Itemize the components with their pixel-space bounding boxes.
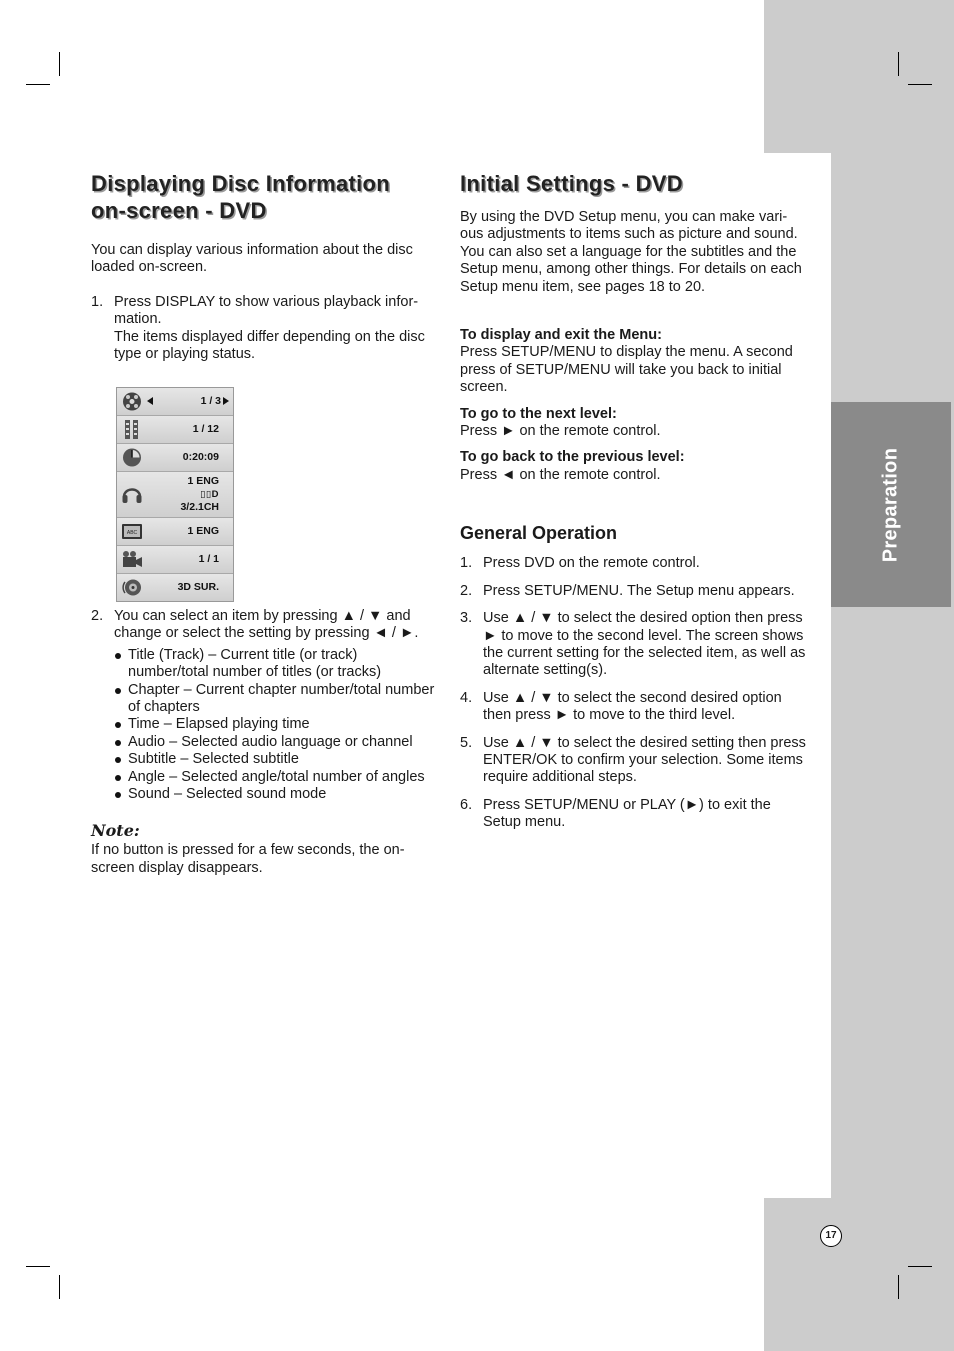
disc-info-title-line1: Displaying Disc Information — [91, 171, 391, 196]
osd-row-audio — [117, 472, 233, 518]
right-arrow-icon — [223, 397, 229, 405]
list-item: Chapter – Current chapter number/total number of chapters — [114, 682, 439, 717]
clock-icon — [121, 447, 143, 468]
crop-mark — [26, 84, 50, 85]
osd-subtitle-value: 1 ENG — [187, 525, 219, 537]
initial-settings-title: Initial Settings - DVD — [460, 171, 683, 196]
list-item: Title (Track) – Current title (or track) number/total number of titles (or tracks) — [114, 647, 439, 682]
next-level-heading: To go to the next level: — [460, 405, 617, 422]
display-exit-text: Press SETUP/MENU to display the menu. A second press of SETUP/MENU will take you back to initial screen. — [460, 344, 793, 396]
onscreen-display-illustration — [116, 387, 234, 602]
subtitle-icon — [121, 521, 143, 542]
disc-info-title — [91, 170, 439, 224]
crop-mark — [59, 1275, 60, 1299]
disc-info-steps-continued — [91, 608, 439, 803]
disc-info-steps — [91, 294, 439, 364]
list-item: Subtitle – Selected subtitle — [114, 751, 439, 768]
crop-mark — [898, 1275, 899, 1299]
list-item: Angle – Selected angle/total number of angles — [114, 769, 439, 786]
step-text: Press DVD on the remote control. — [483, 555, 700, 572]
general-step — [460, 690, 810, 725]
note-title: Note: — [91, 821, 140, 841]
left-arrow-icon — [147, 397, 153, 405]
crop-mark — [908, 1266, 932, 1267]
osd-angle-value: 1 / 1 — [198, 553, 219, 565]
general-step — [460, 735, 810, 787]
step-number: 2. — [91, 608, 104, 624]
side-margin-bottom — [764, 1198, 954, 1351]
general-step — [460, 797, 810, 832]
step-number: 1. — [91, 293, 104, 310]
crop-mark — [26, 1266, 50, 1267]
general-step — [460, 555, 810, 572]
crop-mark — [59, 52, 60, 76]
page-number: 17 — [820, 1225, 842, 1247]
disc-title-icon — [121, 391, 143, 412]
step-number: 3. — [460, 610, 473, 627]
prev-level-heading: To go back to the previous level: — [460, 449, 685, 466]
headphones-icon — [121, 483, 143, 504]
step-text: You can select an item by pressing ▲ / ▼ and change or select the setting by pressing ◄ / ►. — [114, 608, 419, 642]
dolby-digital-logo: ▯▯D — [200, 489, 219, 500]
step-number: 4. — [460, 689, 473, 706]
initial-settings-section — [460, 170, 810, 832]
prev-level-text: Press ◄ on the remote control. — [460, 466, 661, 483]
osd-row-chapter — [117, 416, 233, 444]
osd-time-value: 0:20:09 — [182, 451, 219, 463]
general-step — [460, 610, 810, 680]
section-tab[interactable] — [831, 402, 951, 607]
osd-row-angle — [117, 546, 233, 574]
step-text: Use ▲ / ▼ to select the desired setting then press ENTER/OK to confirm your selection. Some items require additional steps. — [483, 734, 806, 786]
next-level-text: Press ► on the remote control. — [460, 423, 661, 440]
step-number: 5. — [460, 734, 473, 751]
osd-items-list — [114, 647, 439, 804]
disc-info-step-1 — [91, 294, 439, 364]
disc-info-step-2 — [91, 608, 439, 803]
note-text: If no button is pressed for a few seconds, the on- screen display disappears. — [91, 842, 405, 876]
step-text: Press DISPLAY to show various playback infor- mation. — [114, 293, 419, 328]
disc-info-intro: You can display various information about the disc loaded on-screen. — [91, 242, 413, 276]
step-text: Press SETUP/MENU. The Setup menu appears. — [483, 582, 795, 599]
step-text: The items displayed differ depending on the disc type or playing status. — [114, 328, 425, 363]
osd-row-title — [117, 388, 233, 416]
osd-row-subtitle — [117, 518, 233, 546]
crop-mark — [898, 52, 899, 76]
osd-sound-value: 3D SUR. — [177, 581, 219, 593]
step-number: 2. — [460, 582, 473, 599]
initial-settings-intro: By using the DVD Setup menu, you can make vari- ous adjustments to items such as picture and sound. You can also set a language for the subtitles and the Setup menu, among other things. For details on each Setup menu item, see pages 18 to 20. — [460, 209, 802, 295]
step-number: 1. — [460, 555, 473, 572]
osd-row-time — [117, 444, 233, 472]
osd-title-value: 1 / 3 — [200, 395, 221, 407]
osd-row-sound — [117, 574, 233, 601]
svg-text:ABC: ABC — [126, 530, 138, 536]
crop-mark — [908, 84, 932, 85]
general-step — [460, 583, 810, 600]
list-item: Audio – Selected audio language or channel — [114, 734, 439, 751]
list-item: Sound – Selected sound mode — [114, 786, 439, 803]
display-exit-heading: To display and exit the Menu: — [460, 327, 662, 344]
osd-audio-language: 1 ENG — [187, 475, 219, 487]
camera-angle-icon — [121, 549, 143, 570]
step-text: Use ▲ / ▼ to select the desired option then press ► to move to the second level. The screen shows the current setting for the selected item, as well as alternate setting(s). — [483, 610, 806, 679]
osd-chapter-value: 1 / 12 — [192, 423, 219, 435]
general-operation-heading: General Operation — [460, 523, 618, 544]
step-number: 6. — [460, 796, 473, 813]
disc-info-title-line2: on-screen - DVD — [91, 198, 267, 223]
list-item: Time – Elapsed playing time — [114, 716, 439, 733]
disc-info-section — [91, 170, 439, 363]
speaker-sound-icon — [121, 577, 143, 598]
side-margin-middle — [831, 153, 954, 1198]
chapter-icon — [121, 419, 143, 440]
osd-audio-value — [180, 475, 219, 514]
osd-audio-channels: 3/2.1CH — [180, 501, 219, 513]
general-operation-steps — [460, 555, 810, 831]
section-tab-label: Preparation — [879, 447, 902, 562]
note-block — [91, 821, 439, 877]
side-margin-top — [764, 0, 954, 153]
step-text: Press SETUP/MENU or PLAY (►) to exit the Setup menu. — [483, 796, 771, 831]
step-text: Use ▲ / ▼ to select the second desired option then press ► to move to the third level. — [483, 689, 782, 724]
disc-info-step-2-block — [91, 608, 439, 877]
